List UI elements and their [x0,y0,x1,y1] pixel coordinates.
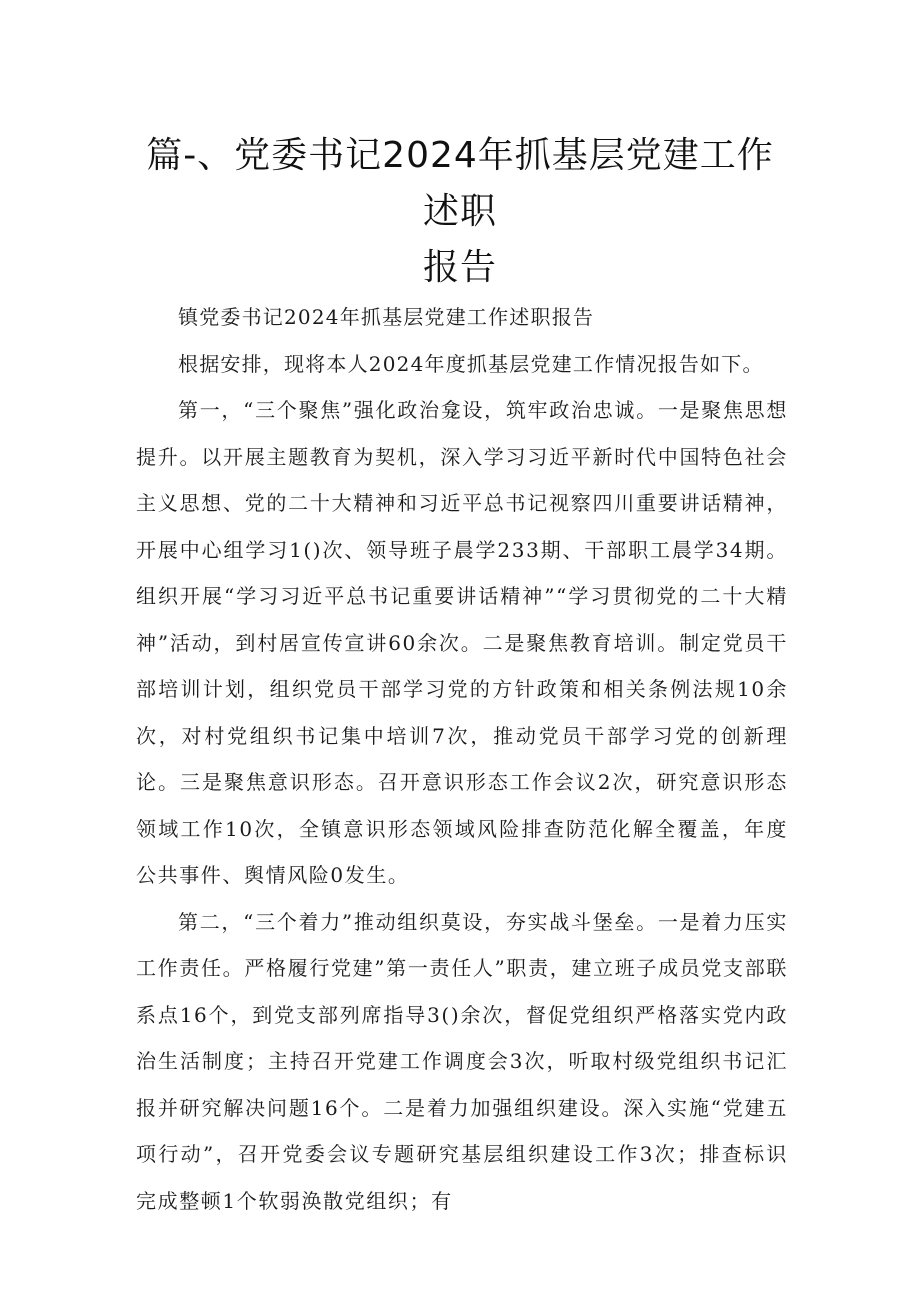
section-two-paragraph: 第二，“三个着力”推动组织莫设，夯实战斗堡垒。一是着力压实工作责任。严格履行党建”第一责任人”职责，建立班子成员党支部联系点16个，到党支部列席指导3()余次，督促党组织严格落实党内政治生活制度；主持召开党建工作调度会3次，听取村级党组织书记汇报并研究解决问题16个。二是着力加强组织建设。深入实施“党建五项行动”，召开党委会议专题研究基层组织建设工作3次；排查标识完成整顿1个软弱涣散党组织；有 [136,909,788,1213]
document-title-line-1: 篇-、党委书记2024年抓基层党建工作述职 [146,135,774,232]
report-subtitle: 镇党委书记2024年抓基层党建工作述职报告 [178,305,595,329]
document-title [130,128,790,296]
document-title-line-2: 报告 [422,247,497,288]
section-one-paragraph: 第一，“三个聚焦”强化政治龛设，筑牢政治忠诚。一是聚焦思想提升。以开展主题教育为契机，深入学习习近平新时代中国特色社会主义思想、党的二十大精神和习近平总书记视察四川重要讲话精神，开展中心组学习1()次、领导班子晨学233期、干部职工晨学34期。组织开展“学习习近平总书记重要讲话精神”“学习贯彻党的二十大精神”活动，到村居宣传宣讲60余次。二是聚焦教育培训。制定党员干部培训计划，组织党员干部学习党的方针政策和相关条例法规10余次，对村党组织书记集中培训7次，推动党员干部学习党的创新理论。三是聚焦意识形态。召开意识形态工作会议2次，研究意识形态领域工作10次，全镇意识形态领域风险排查防范化解全覆盖，年度公共事件、舆情风险0发生。 [136,398,788,887]
document-body [136,294,788,1224]
intro-paragraph: 根据安排，现将本人2024年度抓基层党建工作情况报告如下。 [178,351,764,376]
